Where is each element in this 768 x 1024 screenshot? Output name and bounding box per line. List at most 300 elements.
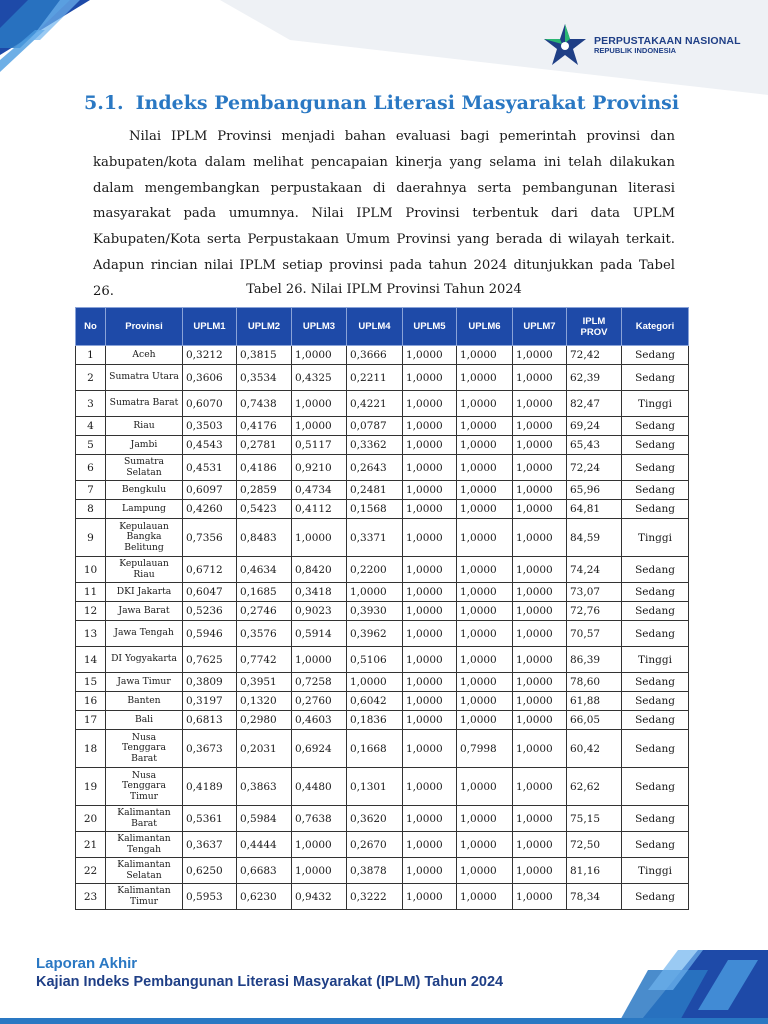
value-cell: 1,0000 — [403, 673, 457, 692]
value-cell: 66,05 — [567, 711, 622, 730]
value-cell: 0,6230 — [237, 884, 292, 910]
row-number: 20 — [76, 806, 106, 832]
value-cell: 1,0000 — [457, 365, 513, 391]
table-row — [76, 519, 689, 557]
province-name: Kepulauan Bangka Belitung — [106, 519, 183, 557]
column-header: Kategori — [622, 308, 689, 346]
value-cell: 1,0000 — [403, 557, 457, 583]
value-cell: 0,6712 — [183, 557, 237, 583]
value-cell: 0,3637 — [183, 832, 237, 858]
column-header: IPLM PROV — [567, 308, 622, 346]
value-cell: 1,0000 — [513, 673, 567, 692]
column-header: UPLM3 — [292, 308, 347, 346]
value-cell: 82,47 — [567, 391, 622, 417]
value-cell: 0,4260 — [183, 500, 237, 519]
value-cell: 0,5423 — [237, 500, 292, 519]
value-cell: 0,5946 — [183, 621, 237, 647]
province-name: Nusa Tenggara Timur — [106, 768, 183, 806]
value-cell: 1,0000 — [292, 417, 347, 436]
section-title — [84, 92, 679, 114]
value-cell: 0,3362 — [347, 436, 403, 455]
value-cell: 74,24 — [567, 557, 622, 583]
row-number: 7 — [76, 481, 106, 500]
category-cell: Tinggi — [622, 391, 689, 417]
table-header-row — [76, 308, 689, 346]
province-name: Kalimantan Selatan — [106, 858, 183, 884]
value-cell: 1,0000 — [403, 519, 457, 557]
footer-title: Laporan Akhir — [36, 955, 138, 972]
value-cell: 0,6047 — [183, 583, 237, 602]
category-cell: Sedang — [622, 417, 689, 436]
value-cell: 1,0000 — [457, 884, 513, 910]
value-cell: 0,3962 — [347, 621, 403, 647]
value-cell: 0,6097 — [183, 481, 237, 500]
row-number: 8 — [76, 500, 106, 519]
value-cell: 1,0000 — [457, 858, 513, 884]
value-cell: 0,4176 — [237, 417, 292, 436]
category-cell: Sedang — [622, 481, 689, 500]
category-cell: Tinggi — [622, 647, 689, 673]
value-cell: 1,0000 — [403, 346, 457, 365]
value-cell: 0,2859 — [237, 481, 292, 500]
category-cell: Sedang — [622, 711, 689, 730]
value-cell: 0,2200 — [347, 557, 403, 583]
value-cell: 0,2643 — [347, 455, 403, 481]
value-cell: 0,7356 — [183, 519, 237, 557]
table-row — [76, 673, 689, 692]
value-cell: 1,0000 — [292, 519, 347, 557]
value-cell: 0,5361 — [183, 806, 237, 832]
row-number: 21 — [76, 832, 106, 858]
province-name: DKI Jakarta — [106, 583, 183, 602]
province-name: Bali — [106, 711, 183, 730]
province-name: Jawa Barat — [106, 602, 183, 621]
value-cell: 0,6924 — [292, 730, 347, 768]
province-name: Kalimantan Barat — [106, 806, 183, 832]
value-cell: 1,0000 — [403, 417, 457, 436]
value-cell: 1,0000 — [457, 711, 513, 730]
province-name: Sumatra Selatan — [106, 455, 183, 481]
value-cell: 1,0000 — [403, 730, 457, 768]
value-cell: 0,1836 — [347, 711, 403, 730]
value-cell: 60,42 — [567, 730, 622, 768]
column-header: Provinsi — [106, 308, 183, 346]
category-cell: Sedang — [622, 557, 689, 583]
row-number: 18 — [76, 730, 106, 768]
value-cell: 0,3863 — [237, 768, 292, 806]
value-cell: 78,60 — [567, 673, 622, 692]
value-cell: 1,0000 — [403, 481, 457, 500]
value-cell: 0,3606 — [183, 365, 237, 391]
value-cell: 86,39 — [567, 647, 622, 673]
value-cell: 1,0000 — [403, 365, 457, 391]
value-cell: 0,1668 — [347, 730, 403, 768]
value-cell: 72,24 — [567, 455, 622, 481]
value-cell: 1,0000 — [457, 647, 513, 673]
value-cell: 0,5914 — [292, 621, 347, 647]
value-cell: 0,3815 — [237, 346, 292, 365]
table-row — [76, 557, 689, 583]
row-number: 9 — [76, 519, 106, 557]
value-cell: 0,3930 — [347, 602, 403, 621]
value-cell: 0,5117 — [292, 436, 347, 455]
province-name: Bengkulu — [106, 481, 183, 500]
body-paragraph: Nilai IPLM Provinsi menjadi bahan evaluasi bagi pemerintah provinsi dan kabupaten/kota dalam melihat pencapaian kinerja yang selama ini telah dilakukan dalam mengembangkan perpustakaan di daerahnya serta pembangunan literasi masyarakat pada umumnya. Nilai IPLM Provinsi terbentuk dari data UPLM Kabupaten/Kota serta Perpustakaan Umum Provinsi yang berada di wilayah terkait. Adapun rincian nilai IPLM setiap provinsi pada tahun 2024 ditunjukkan pada Tabel 26. — [93, 129, 675, 299]
value-cell: 1,0000 — [403, 391, 457, 417]
province-name: DI Yogyakarta — [106, 647, 183, 673]
value-cell: 0,3534 — [237, 365, 292, 391]
table-row — [76, 806, 689, 832]
category-cell: Sedang — [622, 346, 689, 365]
value-cell: 1,0000 — [513, 417, 567, 436]
value-cell: 0,7998 — [457, 730, 513, 768]
value-cell: 0,1301 — [347, 768, 403, 806]
logo-title: PERPUSTAKAAN NASIONAL — [594, 34, 741, 47]
value-cell: 1,0000 — [292, 832, 347, 858]
footer-subtitle: Kajian Indeks Pembangunan Literasi Masyarakat (IPLM) Tahun 2024 — [36, 974, 504, 990]
value-cell: 1,0000 — [457, 436, 513, 455]
value-cell: 0,3222 — [347, 884, 403, 910]
row-number: 19 — [76, 768, 106, 806]
value-cell: 1,0000 — [513, 711, 567, 730]
value-cell: 0,4189 — [183, 768, 237, 806]
value-cell: 0,2211 — [347, 365, 403, 391]
table-row — [76, 417, 689, 436]
value-cell: 1,0000 — [292, 858, 347, 884]
value-cell: 1,0000 — [403, 500, 457, 519]
category-cell: Sedang — [622, 673, 689, 692]
value-cell: 70,57 — [567, 621, 622, 647]
value-cell: 73,07 — [567, 583, 622, 602]
value-cell: 1,0000 — [403, 806, 457, 832]
value-cell: 1,0000 — [457, 519, 513, 557]
column-header: UPLM6 — [457, 308, 513, 346]
value-cell: 0,9432 — [292, 884, 347, 910]
row-number: 15 — [76, 673, 106, 692]
value-cell: 1,0000 — [457, 455, 513, 481]
value-cell: 0,2746 — [237, 602, 292, 621]
value-cell: 0,2980 — [237, 711, 292, 730]
table-row — [76, 884, 689, 910]
value-cell: 1,0000 — [292, 391, 347, 417]
value-cell: 0,3197 — [183, 692, 237, 711]
value-cell: 84,59 — [567, 519, 622, 557]
value-cell: 1,0000 — [457, 346, 513, 365]
row-number: 10 — [76, 557, 106, 583]
logo — [542, 22, 742, 68]
table-row — [76, 768, 689, 806]
row-number: 12 — [76, 602, 106, 621]
value-cell: 0,4531 — [183, 455, 237, 481]
logo-subtitle: REPUBLIK INDONESIA — [594, 45, 677, 55]
table-row — [76, 436, 689, 455]
value-cell: 1,0000 — [457, 417, 513, 436]
value-cell: 72,76 — [567, 602, 622, 621]
value-cell: 0,5106 — [347, 647, 403, 673]
row-number: 3 — [76, 391, 106, 417]
province-name: Jawa Tengah — [106, 621, 183, 647]
value-cell: 78,34 — [567, 884, 622, 910]
value-cell: 1,0000 — [457, 673, 513, 692]
value-cell: 1,0000 — [513, 583, 567, 602]
value-cell: 0,4734 — [292, 481, 347, 500]
category-cell: Sedang — [622, 436, 689, 455]
footer-line — [0, 1018, 768, 1024]
value-cell: 0,9023 — [292, 602, 347, 621]
value-cell: 1,0000 — [403, 583, 457, 602]
category-cell: Sedang — [622, 692, 689, 711]
column-header: UPLM7 — [513, 308, 567, 346]
province-name: Riau — [106, 417, 183, 436]
value-cell: 1,0000 — [513, 806, 567, 832]
value-cell: 75,15 — [567, 806, 622, 832]
value-cell: 0,6042 — [347, 692, 403, 711]
table-row — [76, 621, 689, 647]
value-cell: 0,8483 — [237, 519, 292, 557]
province-name: Kalimantan Tengah — [106, 832, 183, 858]
category-cell: Sedang — [622, 621, 689, 647]
value-cell: 65,96 — [567, 481, 622, 500]
section-number: 5.1. — [84, 92, 124, 114]
category-cell: Sedang — [622, 455, 689, 481]
value-cell: 1,0000 — [457, 500, 513, 519]
value-cell: 1,0000 — [513, 481, 567, 500]
value-cell: 1,0000 — [403, 621, 457, 647]
value-cell: 1,0000 — [457, 602, 513, 621]
province-name: Nusa Tenggara Barat — [106, 730, 183, 768]
value-cell: 0,4112 — [292, 500, 347, 519]
category-cell: Tinggi — [622, 519, 689, 557]
row-number: 11 — [76, 583, 106, 602]
value-cell: 1,0000 — [403, 436, 457, 455]
value-cell: 0,5236 — [183, 602, 237, 621]
value-cell: 1,0000 — [513, 647, 567, 673]
table-row — [76, 832, 689, 858]
category-cell: Sedang — [622, 884, 689, 910]
value-cell: 1,0000 — [513, 692, 567, 711]
value-cell: 1,0000 — [457, 583, 513, 602]
table-row — [76, 391, 689, 417]
value-cell: 1,0000 — [513, 500, 567, 519]
value-cell: 1,0000 — [403, 692, 457, 711]
value-cell: 1,0000 — [347, 673, 403, 692]
province-name: Kalimantan Timur — [106, 884, 183, 910]
category-cell: Sedang — [622, 832, 689, 858]
value-cell: 1,0000 — [457, 832, 513, 858]
value-cell: 0,3503 — [183, 417, 237, 436]
value-cell: 0,1568 — [347, 500, 403, 519]
footer-decoration — [578, 950, 768, 1024]
value-cell: 0,3951 — [237, 673, 292, 692]
table-row — [76, 602, 689, 621]
value-cell: 0,3809 — [183, 673, 237, 692]
province-name: Jawa Timur — [106, 673, 183, 692]
value-cell: 0,1685 — [237, 583, 292, 602]
value-cell: 1,0000 — [513, 455, 567, 481]
table-caption: Tabel 26. Nilai IPLM Provinsi Tahun 2024 — [246, 282, 522, 297]
row-number: 16 — [76, 692, 106, 711]
column-header: UPLM4 — [347, 308, 403, 346]
value-cell: 0,6683 — [237, 858, 292, 884]
province-name: Jambi — [106, 436, 183, 455]
value-cell: 0,4444 — [237, 832, 292, 858]
value-cell: 1,0000 — [513, 730, 567, 768]
row-number: 22 — [76, 858, 106, 884]
column-header: UPLM5 — [403, 308, 457, 346]
value-cell: 0,6070 — [183, 391, 237, 417]
row-number: 23 — [76, 884, 106, 910]
table-row — [76, 583, 689, 602]
value-cell: 0,1320 — [237, 692, 292, 711]
province-name: Kepulauan Riau — [106, 557, 183, 583]
value-cell: 0,3576 — [237, 621, 292, 647]
value-cell: 0,3673 — [183, 730, 237, 768]
value-cell: 0,4221 — [347, 391, 403, 417]
value-cell: 72,42 — [567, 346, 622, 365]
table-row — [76, 481, 689, 500]
table-row — [76, 455, 689, 481]
value-cell: 1,0000 — [292, 346, 347, 365]
value-cell: 1,0000 — [513, 768, 567, 806]
value-cell: 0,7638 — [292, 806, 347, 832]
value-cell: 0,4325 — [292, 365, 347, 391]
category-cell: Sedang — [622, 768, 689, 806]
value-cell: 0,3212 — [183, 346, 237, 365]
library-star-icon — [542, 22, 588, 68]
value-cell: 1,0000 — [403, 884, 457, 910]
value-cell: 1,0000 — [513, 884, 567, 910]
value-cell: 1,0000 — [457, 806, 513, 832]
value-cell: 72,50 — [567, 832, 622, 858]
category-cell: Sedang — [622, 730, 689, 768]
value-cell: 1,0000 — [403, 711, 457, 730]
value-cell: 0,9210 — [292, 455, 347, 481]
value-cell: 1,0000 — [513, 602, 567, 621]
row-number: 2 — [76, 365, 106, 391]
value-cell: 0,2670 — [347, 832, 403, 858]
value-cell: 1,0000 — [513, 365, 567, 391]
row-number: 13 — [76, 621, 106, 647]
value-cell: 0,6250 — [183, 858, 237, 884]
value-cell: 0,5984 — [237, 806, 292, 832]
value-cell: 0,0787 — [347, 417, 403, 436]
table-row — [76, 858, 689, 884]
value-cell: 1,0000 — [403, 455, 457, 481]
value-cell: 61,88 — [567, 692, 622, 711]
category-cell: Tinggi — [622, 858, 689, 884]
row-number: 1 — [76, 346, 106, 365]
province-name: Sumatra Barat — [106, 391, 183, 417]
value-cell: 1,0000 — [513, 391, 567, 417]
value-cell: 1,0000 — [347, 583, 403, 602]
value-cell: 0,7438 — [237, 391, 292, 417]
row-number: 4 — [76, 417, 106, 436]
province-name: Sumatra Utara — [106, 365, 183, 391]
value-cell: 62,62 — [567, 768, 622, 806]
value-cell: 0,5953 — [183, 884, 237, 910]
value-cell: 1,0000 — [292, 647, 347, 673]
value-cell: 0,4186 — [237, 455, 292, 481]
value-cell: 1,0000 — [513, 519, 567, 557]
value-cell: 0,2031 — [237, 730, 292, 768]
value-cell: 0,3371 — [347, 519, 403, 557]
value-cell: 1,0000 — [457, 768, 513, 806]
province-name: Lampung — [106, 500, 183, 519]
value-cell: 0,3666 — [347, 346, 403, 365]
column-header: No — [76, 308, 106, 346]
table-row — [76, 365, 689, 391]
value-cell: 0,4543 — [183, 436, 237, 455]
value-cell: 1,0000 — [403, 832, 457, 858]
value-cell: 0,2760 — [292, 692, 347, 711]
value-cell: 0,4634 — [237, 557, 292, 583]
value-cell: 1,0000 — [513, 858, 567, 884]
value-cell: 0,4603 — [292, 711, 347, 730]
value-cell: 0,7742 — [237, 647, 292, 673]
value-cell: 1,0000 — [403, 858, 457, 884]
table-row — [76, 730, 689, 768]
value-cell: 1,0000 — [457, 621, 513, 647]
value-cell: 62,39 — [567, 365, 622, 391]
value-cell: 1,0000 — [457, 481, 513, 500]
value-cell: 0,6813 — [183, 711, 237, 730]
category-cell: Sedang — [622, 806, 689, 832]
province-name: Aceh — [106, 346, 183, 365]
value-cell: 81,16 — [567, 858, 622, 884]
table-row — [76, 711, 689, 730]
value-cell: 0,2781 — [237, 436, 292, 455]
value-cell: 1,0000 — [457, 557, 513, 583]
table-row — [76, 346, 689, 365]
value-cell: 1,0000 — [513, 557, 567, 583]
row-number: 17 — [76, 711, 106, 730]
iplm-table — [75, 307, 689, 910]
category-cell: Sedang — [622, 365, 689, 391]
value-cell: 1,0000 — [457, 391, 513, 417]
value-cell: 0,8420 — [292, 557, 347, 583]
value-cell: 0,7625 — [183, 647, 237, 673]
row-number: 5 — [76, 436, 106, 455]
value-cell: 1,0000 — [457, 692, 513, 711]
value-cell: 1,0000 — [403, 602, 457, 621]
value-cell: 1,0000 — [513, 346, 567, 365]
value-cell: 0,4480 — [292, 768, 347, 806]
category-cell: Sedang — [622, 602, 689, 621]
table-row — [76, 692, 689, 711]
value-cell: 0,3418 — [292, 583, 347, 602]
column-header: UPLM1 — [183, 308, 237, 346]
row-number: 14 — [76, 647, 106, 673]
value-cell: 64,81 — [567, 500, 622, 519]
value-cell: 1,0000 — [513, 621, 567, 647]
value-cell: 1,0000 — [513, 832, 567, 858]
row-number: 6 — [76, 455, 106, 481]
column-header: UPLM2 — [237, 308, 292, 346]
value-cell: 69,24 — [567, 417, 622, 436]
value-cell: 65,43 — [567, 436, 622, 455]
section-title-text: Indeks Pembangunan Literasi Masyarakat Provinsi — [135, 92, 680, 114]
table-row — [76, 647, 689, 673]
value-cell: 1,0000 — [403, 768, 457, 806]
value-cell: 0,3878 — [347, 858, 403, 884]
category-cell: Sedang — [622, 500, 689, 519]
value-cell: 1,0000 — [403, 647, 457, 673]
value-cell: 0,3620 — [347, 806, 403, 832]
category-cell: Sedang — [622, 583, 689, 602]
table-row — [76, 500, 689, 519]
province-name: Banten — [106, 692, 183, 711]
value-cell: 0,2481 — [347, 481, 403, 500]
